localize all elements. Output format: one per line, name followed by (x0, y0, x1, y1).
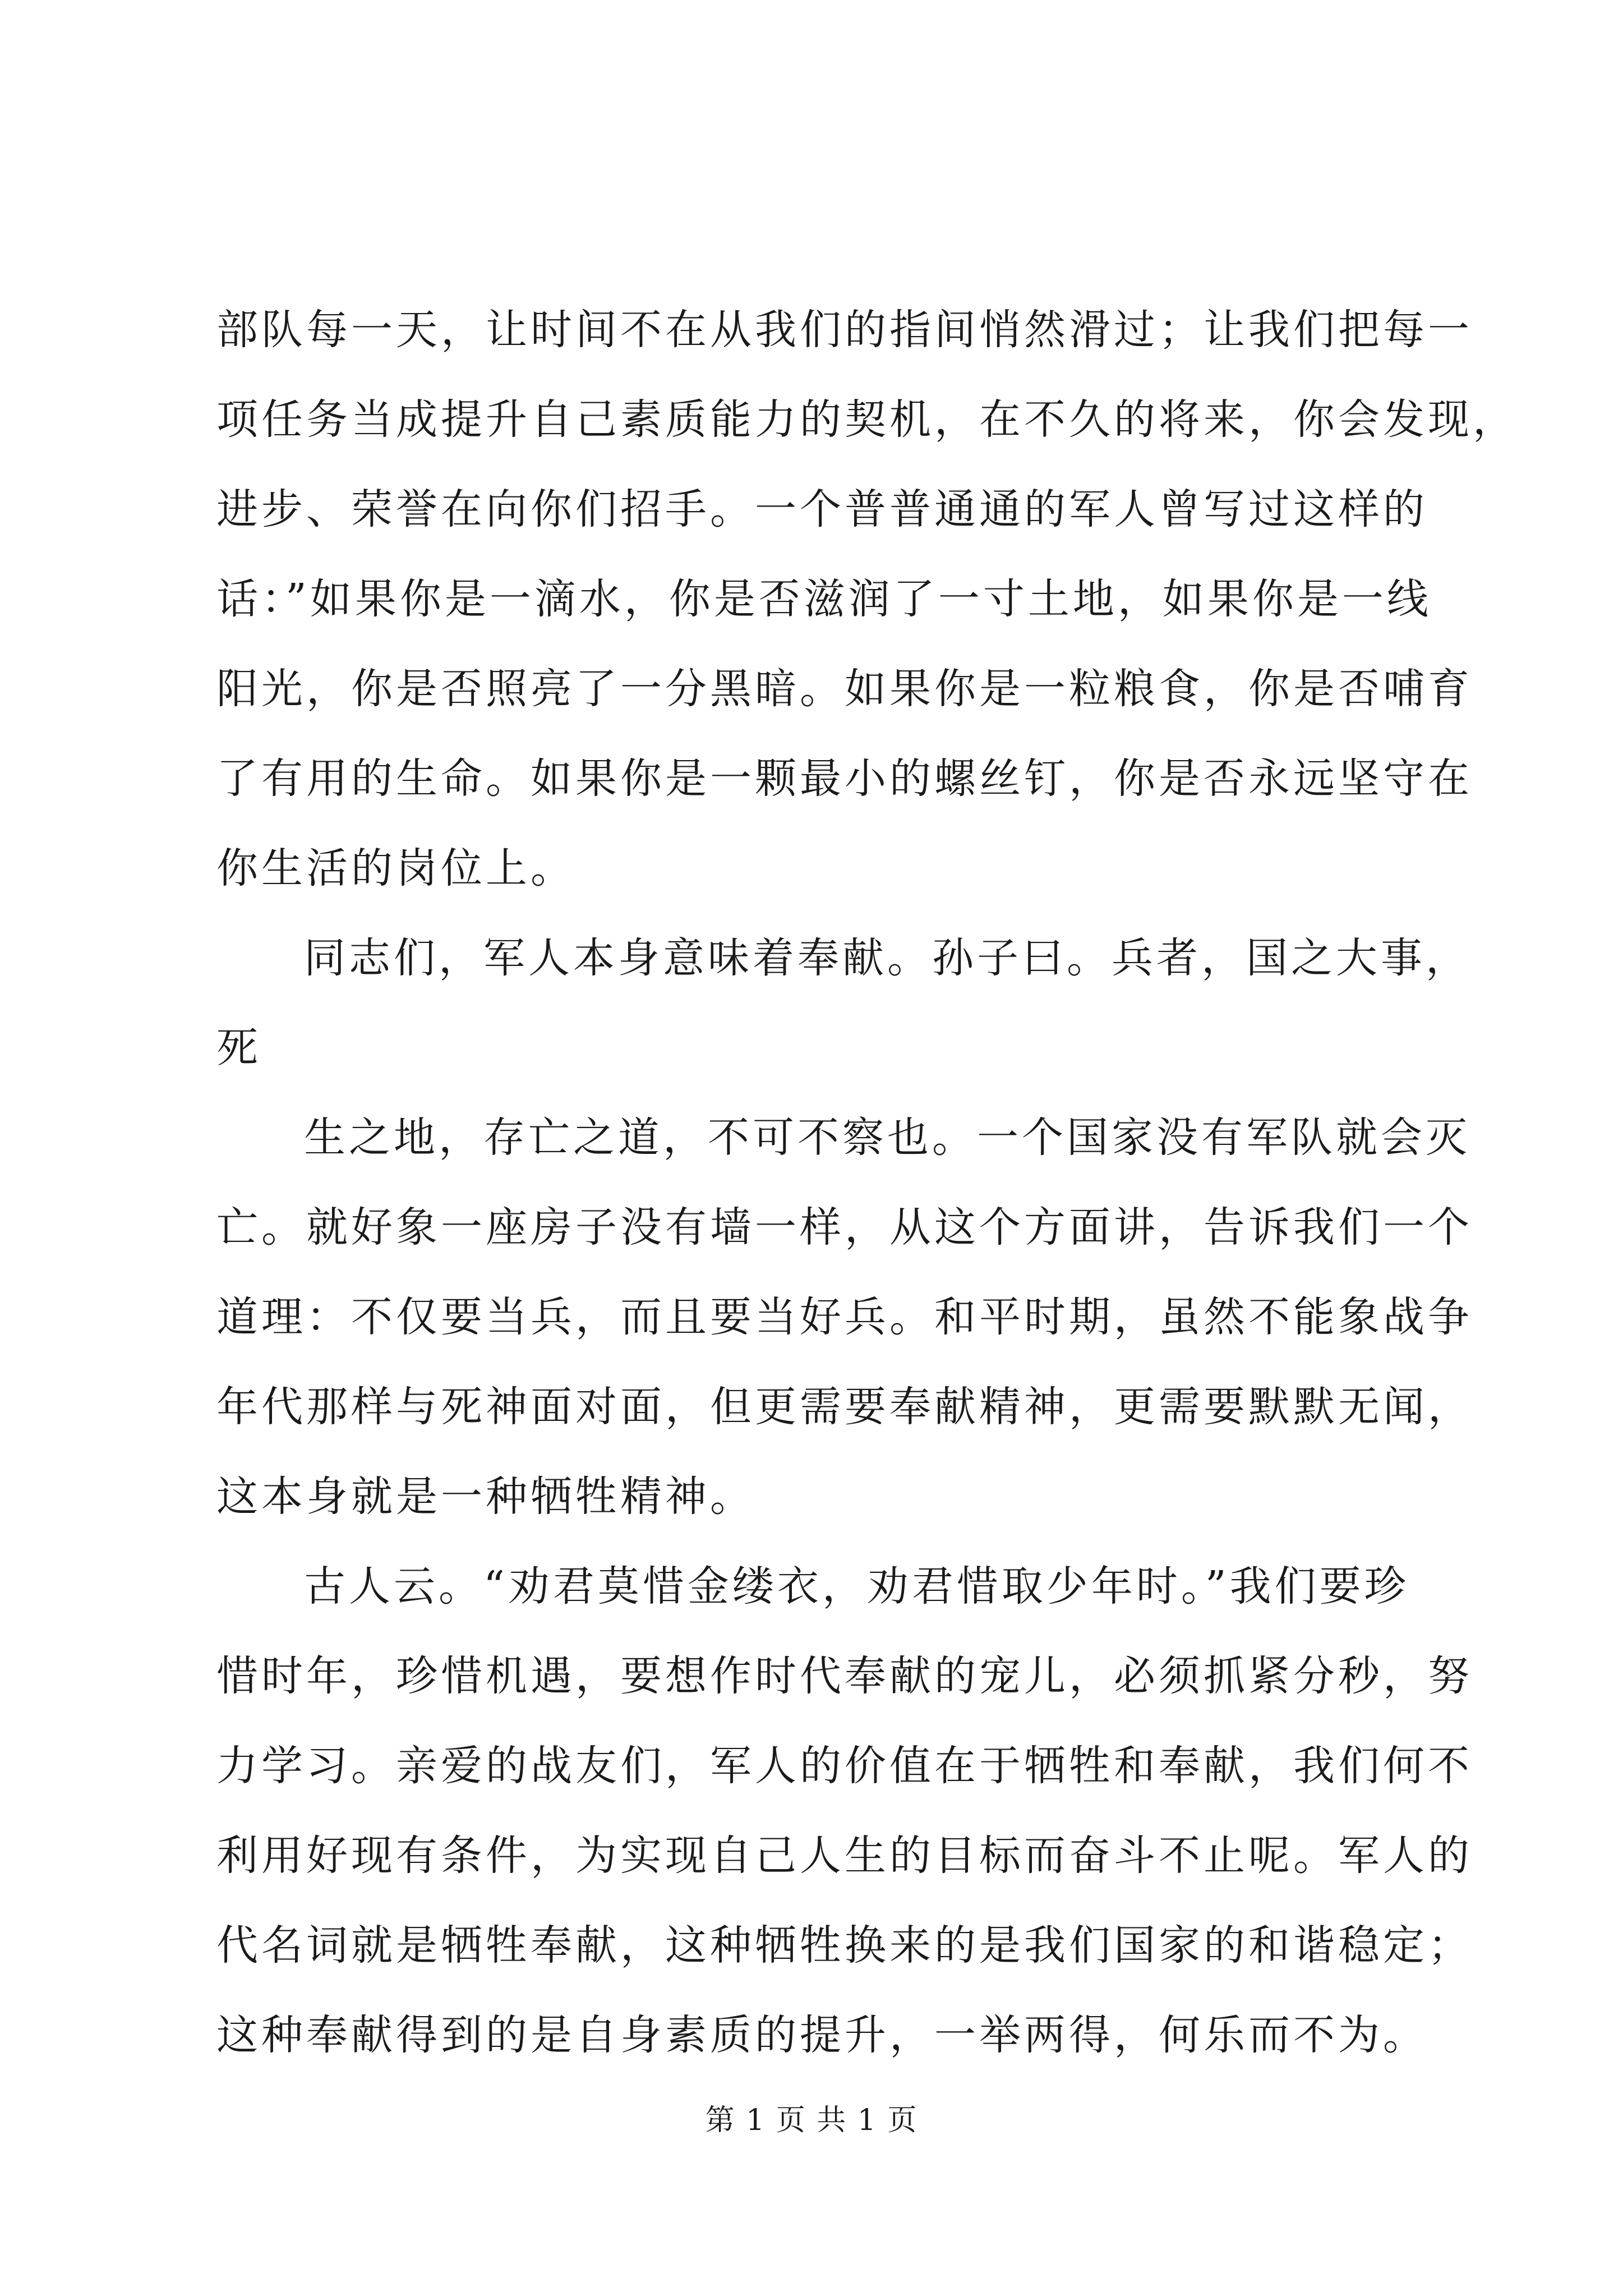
text-line: 惜时年，珍惜机遇，要想作时代奉献的宠儿，必须抓紧分秒，努 (216, 1652, 1473, 1700)
paragraph-start-line: 古人云。“劝君莫惜金缕衣，劝君惜取少年时。”我们要珍 (304, 1562, 1409, 1611)
text-line: 死 (216, 1024, 261, 1072)
text-line: 这本身就是一种牺牲精神。 (216, 1473, 755, 1521)
text-line: 年代那样与死神面对面，但更需要奉献精神，更需要默默无闻， (216, 1383, 1473, 1431)
text-line: 利用好现有条件，为实现自己人生的目标而奋斗不止呢。军人的 (216, 1832, 1473, 1880)
text-line: 部队每一天，让时间不在从我们的指间悄然滑过；让我们把每一 (216, 306, 1473, 354)
text-line: 了有用的生命。如果你是一颗最小的螺丝钉，你是否永远坚守在 (216, 754, 1473, 803)
text-line: 阳光，你是否照亮了一分黑暗。如果你是一粒粮食，你是否哺育 (216, 665, 1473, 713)
text-line: 项任务当成提升自己素质能力的契机，在不久的将来，你会发现， (216, 395, 1518, 444)
paragraph-start-line: 生之地，存亡之道，不可不察也。一个国家没有军队就会灭 (304, 1114, 1470, 1162)
text-line: 话：”如果你是一滴水，你是否滋润了一寸土地，如果你是一线 (216, 575, 1432, 623)
paragraph-start-line: 同志们，军人本身意味着奉献。孙子曰。兵者，国之大事， (304, 934, 1470, 982)
page-number-footer: 第 1 页 共 1 页 (705, 2104, 918, 2137)
body-text (216, 285, 1518, 2080)
text-line: 这种奉献得到的是自身素质的提升，一举两得，何乐而不为。 (216, 2011, 1428, 2059)
text-line: 道理：不仅要当兵，而且要当好兵。和平时期，虽然不能象战争 (216, 1293, 1473, 1341)
text-line: 进步、荣誉在向你们招手。一个普普通通的军人曾写过这样的 (216, 485, 1428, 533)
text-line: 你生活的岗位上。 (216, 844, 575, 892)
text-line: 力学习。亲爱的战友们，军人的价值在于牺牲和奉献，我们何不 (216, 1742, 1473, 1790)
text-line: 亡。就好象一座房子没有墙一样，从这个方面讲，告诉我们一个 (216, 1203, 1473, 1251)
text-line: 代名词就是牺牲奉献，这种牺牲换来的是我们国家的和谐稳定； (216, 1921, 1473, 1970)
